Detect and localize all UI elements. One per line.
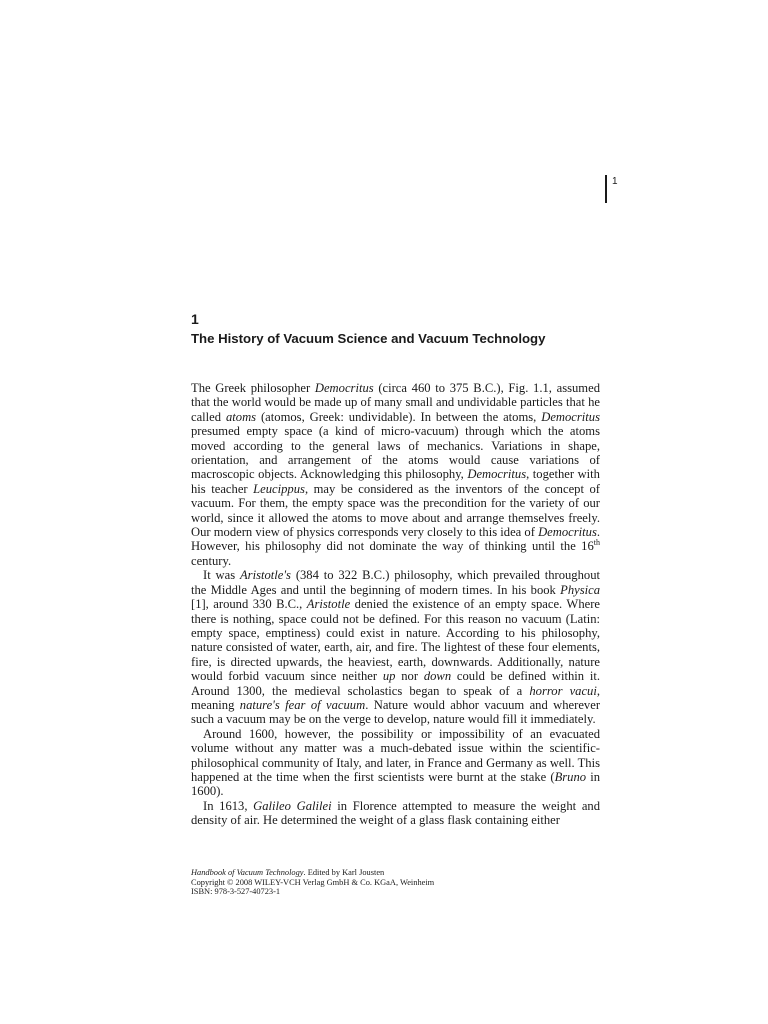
text-run: nor [395, 669, 424, 684]
text-run: (384 to 322 B.C.) philosophy, which prevailed throughout the Middle Ages and until the beginning of modern times. In his book [191, 568, 600, 597]
body-paragraph [191, 381, 600, 568]
footer-book-title: Handbook of Vacuum Technology [191, 868, 304, 877]
italic-text: Democritus [467, 467, 527, 482]
text-run: [1], around 330 B.C., [191, 597, 307, 612]
italic-text: Physica [560, 582, 600, 597]
chapter-title: The History of Vacuum Science and Vacuum Technology [191, 331, 546, 346]
text-run: presumed empty space (a kind of micro-vacuum) through which the atoms moved according to the general laws of mechanics. Variations in shape, orientation, and arrangement of the atoms would cause variations of macroscopic objects. Acknowledging this philosophy, [191, 424, 600, 482]
body-paragraph [191, 568, 600, 726]
text-run: , together with his teacher [191, 467, 600, 496]
publication-footer [191, 868, 600, 897]
italic-text: Aristotle [306, 597, 351, 612]
text-run: , may be considered as the inventors of the concept of vacuum. For them, the empty space was the precondition for the variety of our world, since it allowed the atoms to move about and arrange themselves freely. Our modern view of physics corresponds very closely to this idea of [191, 481, 600, 540]
text-run: . However, his philosophy did not dominate the way of thinking until the 16 [191, 525, 600, 554]
text-run: It was [203, 568, 240, 583]
italic-text: horror vacui [529, 683, 597, 698]
page-number: 1 [612, 176, 618, 187]
superscript-text: th [593, 538, 600, 548]
footer-copyright: Copyright © 2008 WILEY-VCH Verlag GmbH & Co. KGaA, Weinheim [191, 877, 435, 887]
text-run: denied the existence of an empty space. Where there is nothing, space could not be defined. For this reason no vacuum (Latin: empty space, emptiness) could exist in nature. According to his philosophy, nature consisted of water, earth, air, and fire. The lightest of these four elements, fire, is directed upwards, the heaviest, earth, downwards. Additionally, nature would forbid vacuum since neither [191, 597, 600, 684]
body-text [191, 381, 600, 828]
italic-text: down [423, 669, 452, 684]
italic-text: nature's fear of vacuum [239, 697, 366, 712]
body-paragraph [191, 727, 600, 799]
text-run: in Florence attempted to measure the weight and density of air. He determined the weight of a glass flask containing either [191, 798, 600, 828]
italic-text: up [382, 669, 396, 684]
text-run: (circa 460 to 375 B.C.), Fig. 1.1, assumed that the world would be made up of many small and undividable particles that he called [191, 381, 600, 424]
italic-text: Democritus [541, 409, 600, 424]
italic-text: atoms [225, 409, 257, 424]
footer-isbn: ISBN: 978-3-527-40723-1 [191, 887, 281, 897]
text-run: In 1613, [203, 798, 254, 813]
italic-text: Galileo Galilei [253, 798, 332, 813]
text-run: , meaning [191, 683, 600, 712]
text-run: (atomos, Greek: undividable). In between the atoms, [256, 409, 542, 424]
text-run: could be defined within it. Around 1300, the medieval scholastics began to speak of a [191, 669, 600, 698]
italic-text: Democritus [538, 525, 597, 540]
italic-text: Bruno [554, 769, 587, 784]
page-number-marker [605, 175, 618, 203]
text-run: Around 1600, however, the possibility or impossibility of an evacuated volume without any matter was a much-debated issue within the scientific-philosophical community of Italy, and later, in France and Germany as well. This happened at the time when the first scientists were burnt at the stake ( [191, 726, 600, 784]
text-run: The Greek philosopher [191, 381, 315, 395]
text-run: in 1600). [191, 769, 600, 799]
footer-editor: . Edited by Karl Jousten [303, 868, 385, 877]
chapter-number: 1 [191, 311, 199, 327]
text-run: century. [191, 553, 232, 568]
body-paragraph [191, 799, 600, 828]
italic-text: Aristotle's [239, 568, 291, 583]
footer-book-line [191, 868, 600, 878]
italic-text: Leucippus [253, 481, 305, 496]
italic-text: Democritus [314, 381, 374, 395]
text-run: . Nature would abhor vacuum and wherever such a vacuum may be on the verge to develop, nature would fill it immediately. [191, 697, 601, 727]
